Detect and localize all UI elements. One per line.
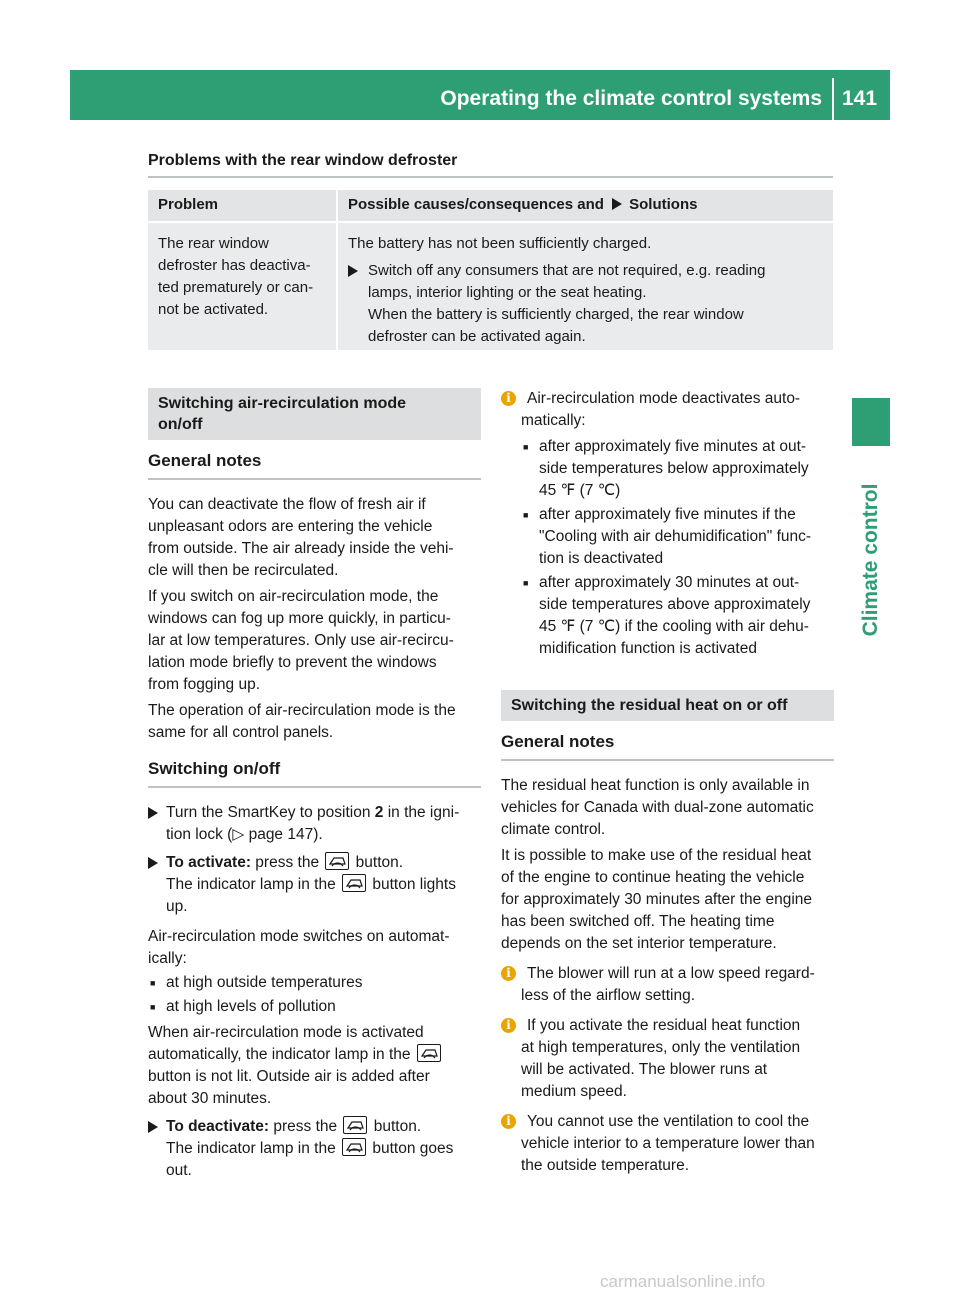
air-recirculation-icon [417,1044,441,1062]
paragraph [501,845,834,955]
text-line: button is not lit. Outside air is added after [148,1068,430,1085]
deactivate-label: To deactivate: [166,1118,270,1135]
page-ref-icon: ▷ [232,826,245,843]
text-line: If you switch on air-recirculation mode, the [148,588,439,605]
right-column [501,388,834,1177]
text-line: ted prematurely or can- [158,279,314,296]
text-line: windows can fog up more quickly, in particu- [148,610,451,627]
text: button. [369,1118,422,1135]
text-line: It is possible to make use of the residual heat [501,847,812,864]
text-line: lation mode briefly to prevent the windows [148,654,437,671]
info-icon: i [501,1114,516,1129]
text-line: lar at low temperatures. Only use air-recircu- [148,632,454,649]
table-header-solutions [338,190,833,221]
watermark: carmanualsonline.info [600,1272,766,1291]
text: button goes [368,1140,454,1157]
text: button lights [368,876,456,893]
header-text: Possible causes/consequences and [348,196,604,213]
text-line: medium speed. [521,1083,627,1100]
header-title: Operating the climate control systems [440,87,822,110]
text-line: depends on the set interior temperature. [501,935,777,952]
table-header-problem: Problem [148,190,336,221]
text: button. [351,854,404,871]
air-recirculation-icon [342,874,366,892]
list-item: ■ at high outside temperatures [148,972,481,994]
switching-heading: Switching on/off [148,758,481,788]
text-line: When the battery is sufficiently charged, the rear window [368,306,744,323]
text-line: "Cooling with air dehumidification" func- [539,528,812,545]
text: press the [269,1118,342,1135]
side-tab [852,460,890,660]
info-note [501,1111,834,1177]
text-line: unpleasant odors are entering the vehicle [148,518,433,535]
text-line: side temperatures below approximately [539,460,809,477]
text: tion lock ( [166,826,233,843]
arrow-right-icon [148,807,158,819]
text-line: ■ after approximately 30 minutes at out- [539,574,800,591]
text: The indicator lamp in the [166,876,341,893]
cause-text: The battery has not been sufficiently charged. [348,235,652,252]
general-notes-heading: General notes [501,731,834,761]
text-line: not be activated. [158,301,269,318]
text-line: climate control. [501,821,606,838]
table-row [148,223,833,350]
text-line: less of the airflow setting. [521,987,696,1004]
arrow-right-icon [148,1121,158,1133]
text: press the [251,854,324,871]
arrow-right-icon [348,265,358,277]
page-ref-link[interactable]: page 147). [244,826,323,843]
text-line: If you activate the residual heat function [527,1017,801,1034]
header-separator [832,78,834,120]
text-line: from outside. The air already inside the vehi- [148,540,454,557]
text-line: up. [166,898,188,915]
text-line: The residual heat function is only available in [501,777,810,794]
text-line: ically: [148,950,187,967]
list-item [521,436,834,502]
air-recirculation-icon [343,1116,367,1134]
problem-cell [148,223,336,350]
text-line: Air-recirculation mode deactivates auto- [527,390,801,407]
header-text: Solutions [629,196,698,213]
solution-step [348,260,823,348]
page-header [70,70,890,120]
text-line: at high temperatures, only the ventilation [521,1039,801,1056]
text-line: midification function is activated [539,640,757,657]
position-value: 2 [374,804,384,821]
divider [148,176,833,178]
text-line: side temperatures above approximately [539,596,811,613]
text-line: defroster has deactiva- [158,257,311,274]
text-line: ■ after approximately five minutes if the [539,506,796,523]
text-line: on/off [158,416,203,433]
text-line: Switching air-recirculation mode [158,395,407,412]
text: in the igni- [383,804,460,821]
side-tab-marker [852,398,890,446]
text-line: of the engine to continue heating the vehicle [501,869,805,886]
text-line: has been switched off. The heating time [501,913,775,930]
table-header-row [148,190,833,221]
text: automatically, the indicator lamp in the [148,1046,415,1063]
step-activate [148,852,481,918]
text-line: will be activated. The blower runs at [521,1061,768,1078]
air-recirculation-icon [325,852,349,870]
paragraph [148,700,481,744]
text-line: for approximately 30 minutes after the engine [501,891,813,908]
text-line: vehicles for Canada with dual-zone automatic [501,799,814,816]
step-smartkey [148,802,481,846]
text-line: When air-recirculation mode is activated [148,1024,424,1041]
text: The indicator lamp in the [166,1140,341,1157]
text-line: The operation of air-recirculation mode is the [148,702,456,719]
text-line: vehicle interior to a temperature lower than [521,1135,815,1152]
paragraph [148,1022,481,1110]
text-line: same for all control panels. [148,724,334,741]
list-item [521,572,834,660]
list-item: ■ at high levels of pollution [148,996,481,1018]
general-notes-heading: General notes [148,450,481,480]
side-tab-label: Climate control [859,483,882,637]
text-line: You can deactivate the flow of fresh air if [148,496,426,513]
left-column [148,388,481,1182]
section-title-recirculation [148,388,481,440]
text: Turn the SmartKey to position [166,804,375,821]
info-icon: i [501,1018,516,1033]
info-note [501,388,834,660]
text-line: from fogging up. [148,676,261,693]
paragraph [501,775,834,841]
info-note [501,1015,834,1103]
air-recirculation-icon [342,1138,366,1156]
step-deactivate [148,1116,481,1182]
info-note [501,963,834,1007]
text-line: matically: [521,412,586,429]
problems-table [148,190,833,350]
text-line: You cannot use the ventilation to cool the [527,1113,810,1130]
paragraph [148,926,481,970]
text-line: about 30 minutes. [148,1090,272,1107]
paragraph [148,494,481,582]
text-line: The blower will run at a low speed regard- [527,965,815,982]
text-line: The rear window [158,235,269,252]
activate-label: To activate: [166,854,251,871]
page-number: 141 [842,87,878,110]
text-line: ■ after approximately five minutes at out- [539,438,807,455]
text-line: Switch off any consumers that are not required, e.g. reading [368,262,766,279]
problems-heading: Problems with the rear window defroster [148,152,458,169]
text-line: tion is deactivated [539,550,664,567]
info-icon: i [501,391,516,406]
solution-cell [338,223,833,350]
text-line: defroster can be activated again. [368,328,586,345]
text-line: out. [166,1162,192,1179]
text-line: 45 ℉ (7 ℃) [539,482,621,499]
text-line: 45 ℉ (7 ℃) if the cooling with air dehu- [539,618,809,635]
arrow-right-icon [612,198,622,210]
text-line: Air-recirculation mode switches on automat- [148,928,450,945]
text-line: the outside temperature. [521,1157,690,1174]
info-icon: i [501,966,516,981]
arrow-right-icon [148,857,158,869]
paragraph [148,586,481,696]
list-item [521,504,834,570]
text-line: lamps, interior lighting or the seat heating. [368,284,647,301]
text-line: cle will then be recirculated. [148,562,339,579]
section-title-residual-heat: Switching the residual heat on or off [501,690,834,721]
